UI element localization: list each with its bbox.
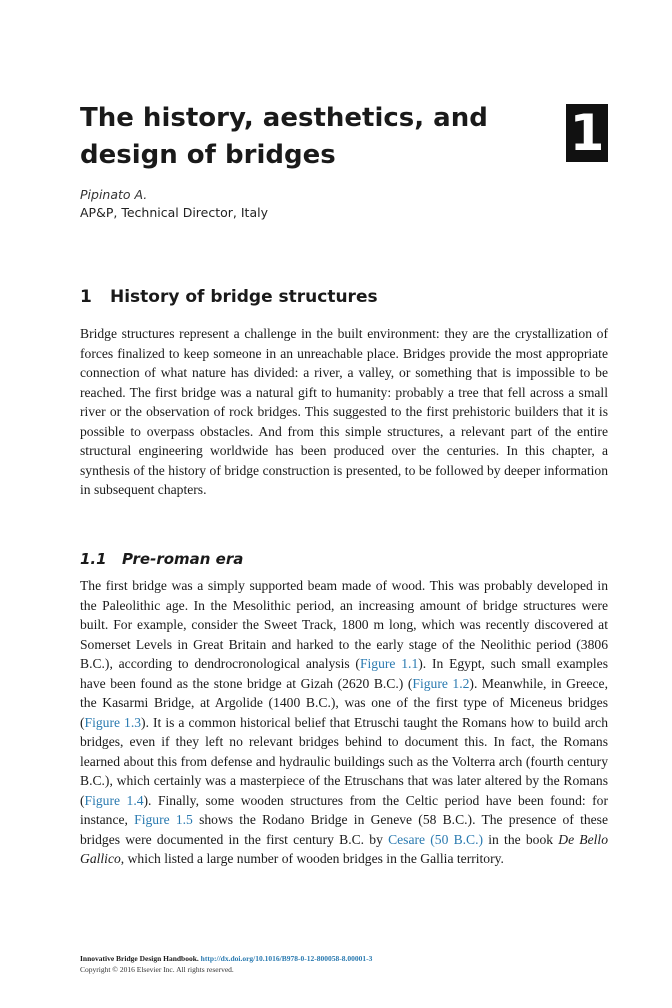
footer-book-title: Innovative Bridge Design Handbook.	[80, 954, 199, 963]
section-paragraph: Bridge structures represent a challenge in the built environment: they are the crystallization of forces finalized to keep someone in an unreachable place. Bridges provide the most appropriate connection of what nature has divided: a river, a valley, or something that is impossible to be reached. The first bridge was a natural gift to humanity: probably a tree that fell across a small river or the observation of rock bridges. This suggested to the first prehistoric builders that it is possible to overpass obstacles. And from this simple structures, a relevant part of the entire structural engineering worldwide has been produced over the centuries. In this chapter, a synthesis of the history of bridge construction is presented, to be followed by deeper information in subsequent chapters.	[80, 326, 608, 497]
subsection-heading	[80, 549, 243, 569]
text-segment: ). Finally, some wooden structures from the Celtic period have been found: for instance,	[80, 792, 608, 827]
figure-link-1-3[interactable]: Figure 1.3	[84, 714, 142, 730]
subsection-number: 1.1	[80, 550, 107, 568]
figure-link-1-2[interactable]: Figure 1.2	[412, 675, 470, 691]
chapter-title: The history, aesthetics, and design of bridges	[80, 103, 488, 170]
footer-citation	[80, 953, 372, 964]
section-heading	[80, 285, 378, 309]
chapter-number-badge: 1	[566, 104, 608, 162]
text-segment: ). In Egypt, such small examples have been found as the stone bridge at Gizah (2620 B.C.) (	[80, 656, 608, 691]
section-title: History of bridge structures	[110, 287, 378, 307]
subsection-paragraph	[80, 576, 608, 869]
figure-link-1-5[interactable]: Figure 1.5	[134, 812, 193, 827]
footer-copyright: Copyright © 2016 Elsevier Inc. All rights reserved.	[80, 965, 234, 974]
figure-link-1-1[interactable]: Figure 1.1	[359, 656, 419, 671]
author-name: Pipinato A.	[80, 187, 148, 202]
book-title: De Bello Gallico	[80, 831, 608, 866]
text-segment: The first bridge was a simply supported beam made of wood. This was probably developed in the Paleolithic age. In the Mesolithic period, an increasing amount of bridge structures were built. For example, consider the Sweet Track, 1800 m long, which was recently discovered at Somerset Levels in Great Britain and harked to the early stage of the Neolithic period (3806 B.C.), according to dendrocronological analysis (	[80, 578, 608, 671]
author-affiliation: AP&P, Technical Director, Italy	[80, 205, 268, 220]
text-segment: ). It is a common historical belief that Etruschi taught the Romans how to build arch bridges, even if they left no relevant bridges behind to document this. In fact, the Romans learned about this from defense and hydraulic buildings such as the Volterra arch (fourth century B.C.), which certainly was a masterpiece of the Etruschans that was later altered by the Romans (	[80, 714, 608, 808]
text-segment: in the book	[483, 831, 559, 847]
text-segment: ). Meanwhile, in Greece, the Kasarmi Bridge, at Argolide (1400 B.C.), was one of the first type of Miceneus bridges (	[80, 675, 608, 730]
text-segment: shows the Rodano Bridge in Geneve (58 B.C.). The presence of these bridges were documented in the first century B.C. by	[80, 812, 608, 847]
figure-link-1-4[interactable]: Figure 1.4	[84, 792, 144, 808]
footer-doi-link[interactable]: http://dx.doi.org/10.1016/B978-0-12-800058-8.00001-3	[200, 954, 373, 963]
subsection-title: Pre-roman era	[122, 550, 244, 568]
citation-link-cesare[interactable]: Cesare (50 B.C.)	[388, 831, 484, 847]
section-number: 1	[80, 287, 92, 307]
text-segment: , which listed a large number of wooden bridges in the Gallia territory.	[120, 851, 504, 866]
